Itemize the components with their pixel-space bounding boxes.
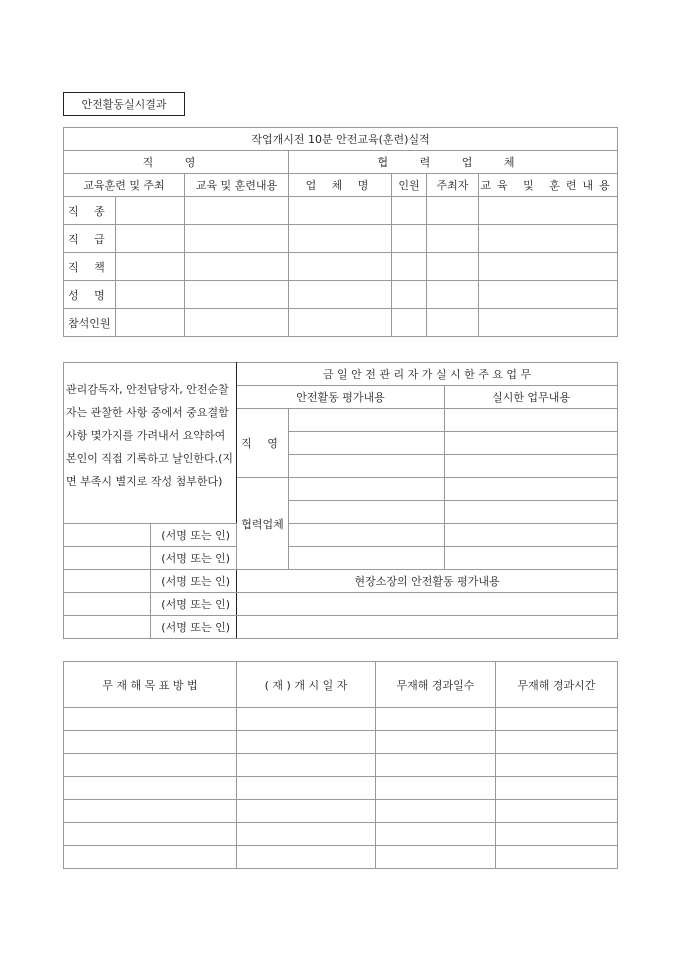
col-header: 주최자 xyxy=(427,174,479,197)
cell[interactable] xyxy=(496,708,618,731)
cell[interactable] xyxy=(237,593,618,616)
signature-field[interactable]: (서명 또는 인) xyxy=(151,570,237,593)
cell[interactable] xyxy=(289,432,445,455)
eval-header: 안전활동 평가내용 xyxy=(237,386,445,409)
cell[interactable] xyxy=(376,800,496,823)
cell[interactable] xyxy=(445,547,618,570)
cell[interactable] xyxy=(445,455,618,478)
cell[interactable] xyxy=(445,501,618,524)
cell[interactable] xyxy=(479,253,618,281)
cell[interactable] xyxy=(185,253,289,281)
cell[interactable] xyxy=(237,823,376,846)
cell[interactable] xyxy=(445,478,618,501)
direct-label: 직 영 xyxy=(237,409,289,478)
col-header: ( 재 ) 개 시 일 자 xyxy=(237,662,376,708)
cell[interactable] xyxy=(64,846,237,869)
cell[interactable] xyxy=(289,309,392,337)
cell[interactable] xyxy=(116,253,185,281)
cell[interactable] xyxy=(289,409,445,432)
cell[interactable] xyxy=(479,281,618,309)
cell[interactable] xyxy=(289,547,445,570)
cell[interactable] xyxy=(185,309,289,337)
cell[interactable] xyxy=(427,197,479,225)
cell[interactable] xyxy=(289,478,445,501)
cell[interactable] xyxy=(289,501,445,524)
name-cell[interactable] xyxy=(64,593,151,616)
cell[interactable] xyxy=(392,197,427,225)
cell[interactable] xyxy=(237,800,376,823)
cell[interactable] xyxy=(289,455,445,478)
col-header: 인원 xyxy=(392,174,427,197)
signature-field[interactable]: (서명 또는 인) xyxy=(151,593,237,616)
signature-field[interactable]: (서명 또는 인) xyxy=(151,547,237,570)
cell[interactable] xyxy=(64,823,237,846)
cell[interactable] xyxy=(237,777,376,800)
col-header: 업 체 명 xyxy=(289,174,392,197)
name-cell[interactable] xyxy=(64,570,151,593)
cell[interactable] xyxy=(392,281,427,309)
row-label: 직 책 xyxy=(64,253,116,281)
row-label: 직 급 xyxy=(64,225,116,253)
duties-title: 금 일 안 전 관 리 자 가 실 시 한 주 요 업 무 xyxy=(237,363,618,386)
cell[interactable] xyxy=(237,754,376,777)
cell[interactable] xyxy=(427,253,479,281)
col-header: 교육 및 훈련내용 xyxy=(479,174,618,197)
cell[interactable] xyxy=(392,225,427,253)
cell[interactable] xyxy=(237,616,618,639)
cell[interactable] xyxy=(479,225,618,253)
col-header: 무재해 경과시간 xyxy=(496,662,618,708)
cell[interactable] xyxy=(496,777,618,800)
instruction-note: 관리감독자, 안전담당자, 안전순찰자는 관찰한 사항 중에서 중요결함사항 몇가지를 가려내서 요약하여 본인이 직접 기록하고 날인한다.(지면 부족시 별지로 작성 첨부한다) xyxy=(64,363,237,524)
cell[interactable] xyxy=(237,846,376,869)
cell[interactable] xyxy=(496,846,618,869)
cell[interactable] xyxy=(496,731,618,754)
cell[interactable] xyxy=(376,731,496,754)
cell[interactable] xyxy=(64,754,237,777)
signature-field[interactable]: (서명 또는 인) xyxy=(151,616,237,639)
cell[interactable] xyxy=(445,432,618,455)
col-header: 교육 및 훈련내용 xyxy=(185,174,289,197)
cell[interactable] xyxy=(289,253,392,281)
cell[interactable] xyxy=(445,409,618,432)
col-header: 교육훈련 및 주최 xyxy=(64,174,185,197)
cell[interactable] xyxy=(64,777,237,800)
table-title: 작업개시전 10분 안전교육(훈련)실적 xyxy=(64,128,618,151)
cell[interactable] xyxy=(376,708,496,731)
cell[interactable] xyxy=(392,309,427,337)
cell[interactable] xyxy=(445,524,618,547)
safety-manager-duties-table xyxy=(63,362,618,639)
cell[interactable] xyxy=(289,197,392,225)
partner-label: 협력업체 xyxy=(237,478,289,570)
site-manager-eval-header: 현장소장의 안전활동 평가내용 xyxy=(237,570,618,593)
col-header: 무재해 경과일수 xyxy=(376,662,496,708)
cell[interactable] xyxy=(496,754,618,777)
cell[interactable] xyxy=(116,225,185,253)
cell[interactable] xyxy=(376,754,496,777)
cell[interactable] xyxy=(64,708,237,731)
pre-work-education-table xyxy=(63,127,618,337)
work-header: 실시한 업무내용 xyxy=(445,386,618,409)
cell[interactable] xyxy=(427,281,479,309)
cell[interactable] xyxy=(376,823,496,846)
row-label: 직 종 xyxy=(64,197,116,225)
zero-accident-table xyxy=(63,661,618,869)
col-header: 무 재 해 목 표 방 법 xyxy=(64,662,237,708)
row-label: 참석인원 xyxy=(64,309,116,337)
cell[interactable] xyxy=(427,309,479,337)
cell[interactable] xyxy=(185,225,289,253)
cell[interactable] xyxy=(185,197,289,225)
name-cell[interactable] xyxy=(64,524,151,547)
signature-field[interactable]: (서명 또는 인) xyxy=(151,524,237,547)
cell[interactable] xyxy=(376,777,496,800)
cell[interactable] xyxy=(237,731,376,754)
cell[interactable] xyxy=(392,253,427,281)
name-cell[interactable] xyxy=(64,547,151,570)
cell[interactable] xyxy=(479,309,618,337)
cell[interactable] xyxy=(496,823,618,846)
direct-header: 직 영 xyxy=(64,151,289,174)
cell[interactable] xyxy=(64,731,237,754)
form-heading: 안전활동실시결과 xyxy=(63,92,185,116)
partner-header: 협 력 업 체 xyxy=(289,151,618,174)
cell[interactable] xyxy=(479,197,618,225)
cell[interactable] xyxy=(496,800,618,823)
cell[interactable] xyxy=(237,708,376,731)
name-cell[interactable] xyxy=(64,616,151,639)
cell[interactable] xyxy=(289,225,392,253)
cell[interactable] xyxy=(289,281,392,309)
cell[interactable] xyxy=(376,846,496,869)
cell[interactable] xyxy=(64,800,237,823)
cell[interactable] xyxy=(185,281,289,309)
cell[interactable] xyxy=(427,225,479,253)
cell[interactable] xyxy=(289,524,445,547)
cell[interactable] xyxy=(116,309,185,337)
cell[interactable] xyxy=(116,197,185,225)
cell[interactable] xyxy=(116,281,185,309)
row-label: 성 명 xyxy=(64,281,116,309)
